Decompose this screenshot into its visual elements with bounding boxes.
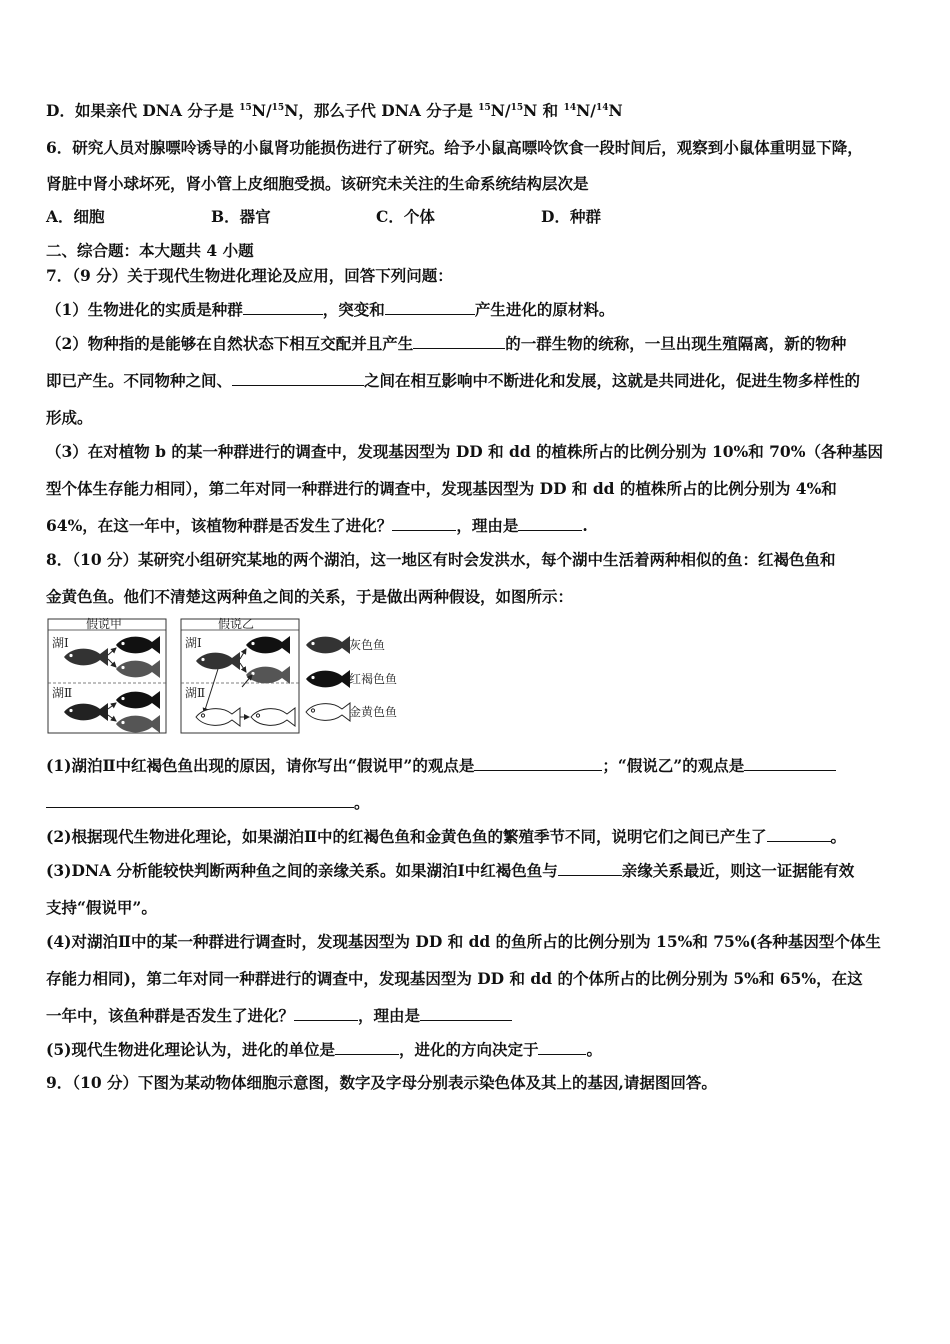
q8-part1-line2: 。 [46, 793, 910, 813]
answer-blank[interactable] [474, 756, 602, 771]
gray-fish-icon [116, 715, 160, 733]
gray-fish-icon [246, 666, 290, 684]
q8-title-line1: 8．（10 分）某研究小组研究某地的两个湖泊，这一地区有时会发洪水，每个湖中生活着两种相似的鱼：红褐色鱼和 [46, 550, 836, 569]
q8-part4-line2: 存能力相同)，第二年对同一种群进行的调查中，发现基因型为 DD 和 dd 的个体所占的比例分别为 5%和 65%，在这 [46, 969, 863, 988]
answer-blank[interactable] [413, 334, 505, 349]
answer-blank[interactable] [392, 516, 456, 531]
answer-blank[interactable] [538, 1040, 586, 1055]
legend-redbrown-fish: 红褐色鱼 [349, 672, 398, 686]
gray-fish-icon [306, 636, 350, 654]
answer-blank[interactable] [232, 371, 364, 386]
q8-part2: (2)根据现代生物进化理论，如果湖泊Ⅱ中的红褐色鱼和金黄色鱼的繁殖季节不同，说明它们之间已产生了 。 [46, 827, 847, 846]
lake-2-label: 湖Ⅱ [185, 686, 206, 700]
redbrown-fish-icon [306, 670, 350, 688]
golden-fish-icon [251, 708, 295, 726]
gray-fish-icon [116, 660, 160, 678]
legend-golden-fish: 金黄色鱼 [349, 705, 398, 719]
answer-blank[interactable] [335, 1040, 399, 1055]
redbrown-fish-icon [116, 691, 160, 709]
q7-part3-line3: 64%，在这一年中，该植物种群是否发生了进化？ ，理由是 . [46, 516, 588, 535]
q5-option-d: D．如果亲代 DNA 分子是 $^{15}$N/$^{15}$N，那么子代 DNA 分子是 $^{15}$N/$^{15}$N 和 $^{14}$N/$^{14}$N [46, 101, 623, 120]
q7-part3-line1: （3）在对植物 b 的某一种群进行的调查中，发现基因型为 DD 和 dd 的植株所占的比例分别为 10%和 70%（各种基因 [46, 442, 883, 461]
q7-part2-line2: 即已产生。不同物种之间、 之间在相互影响中不断进化和发展，这就是共同进化，促进生物多样性的 [46, 371, 861, 390]
answer-blank[interactable] [767, 827, 831, 842]
hypothesis-b-label: 假说乙 [218, 617, 255, 631]
q6-option-c: C．个体 [376, 207, 435, 226]
gray-fish-icon [196, 652, 240, 670]
q8-part1-line1: (1)湖泊Ⅱ中红褐色鱼出现的原因，请你写出“假说甲”的观点是 ；“假说乙”的观点是 [46, 756, 910, 776]
answer-blank[interactable] [420, 1006, 512, 1021]
answer-blank[interactable] [243, 300, 323, 315]
lake-1-label: 湖Ⅰ [185, 636, 202, 650]
q8-part4-line3: 一年中，该鱼种群是否发生了进化？ ，理由是 [46, 1006, 910, 1026]
q7-part2-line1: （2）物种指的是能够在自然状态下相互交配并且产生 的一群生物的统称，一旦出现生殖隔离，新的物种 [46, 334, 847, 353]
answer-blank[interactable] [744, 756, 836, 771]
q7-part3-line2: 型个体生存能力相同），第二年对同一种群进行的调查中，发现基因型为 DD 和 dd 的植株所占的比例分别为 4%和 [46, 479, 837, 498]
lake-2-label: 湖Ⅱ [52, 686, 73, 700]
q8-part3-line1: (3)DNA 分析能较快判断两种鱼之间的亲缘关系。如果湖泊Ⅰ中红褐色鱼与 亲缘关系最近，则这一证据能有效 [46, 861, 855, 880]
gray-fish-icon [64, 648, 108, 666]
q6-options [46, 207, 910, 227]
q7-part2-line3: 形成。 [46, 408, 93, 427]
golden-fish-icon [306, 703, 350, 721]
q7-title: 7．（9 分）关于现代生物进化理论及应用，回答下列问题： [46, 266, 453, 285]
answer-blank[interactable] [518, 516, 582, 531]
q6-option-b: B．器官 [211, 207, 271, 226]
legend-gray-fish: 灰色鱼 [349, 638, 386, 652]
answer-blank[interactable] [385, 300, 475, 315]
q6-stem-line2: 肾脏中肾小球坏死，肾小管上皮细胞受损。该研究未关注的生命系统结构层次是 [46, 174, 589, 193]
q8-title-line2: 金黄色鱼。他们不清楚这两种鱼之间的关系，于是做出两种假设，如图所示： [46, 587, 574, 606]
golden-fish-icon [196, 708, 240, 726]
redbrown-fish-icon [116, 636, 160, 654]
lake-1-label: 湖Ⅰ [52, 636, 69, 650]
section-heading: 二、综合题：本大题共 4 小题 [46, 241, 254, 260]
answer-blank[interactable] [46, 793, 354, 808]
redbrown-fish-icon [246, 636, 290, 654]
hypothesis-figure [46, 617, 426, 737]
q7-part1: （1）生物进化的实质是种群 ，突变和 产生进化的原材料。 [46, 300, 615, 319]
q9-title: 9．（10 分）下图为某动物体细胞示意图，数字及字母分别表示染色体及其上的基因,请据图回答。 [46, 1073, 717, 1092]
q8-part3-line2: 支持“假说甲”。 [46, 898, 157, 917]
redbrown-fish-icon [64, 703, 108, 721]
hypothesis-a-label: 假说甲 [86, 617, 123, 631]
q8-part5: (5)现代生物进化理论认为，进化的单位是 ，进化的方向决定于 。 [46, 1040, 602, 1059]
q8-part4-line1: (4)对湖泊Ⅱ中的某一种群进行调查时，发现基因型为 DD 和 dd 的鱼所占的比例分别为 15%和 75%(各种基因型个体生 [46, 932, 881, 951]
q6-option-d: D．种群 [541, 207, 601, 226]
answer-blank[interactable] [294, 1006, 358, 1021]
answer-blank[interactable] [558, 861, 622, 876]
q6-stem-line1: 6．研究人员对腺嘌呤诱导的小鼠肾功能损伤进行了研究。给予小鼠高嘌呤饮食一段时间后，观察到小鼠体重明显下降， [46, 138, 863, 157]
q6-option-a: A．细胞 [46, 207, 105, 226]
